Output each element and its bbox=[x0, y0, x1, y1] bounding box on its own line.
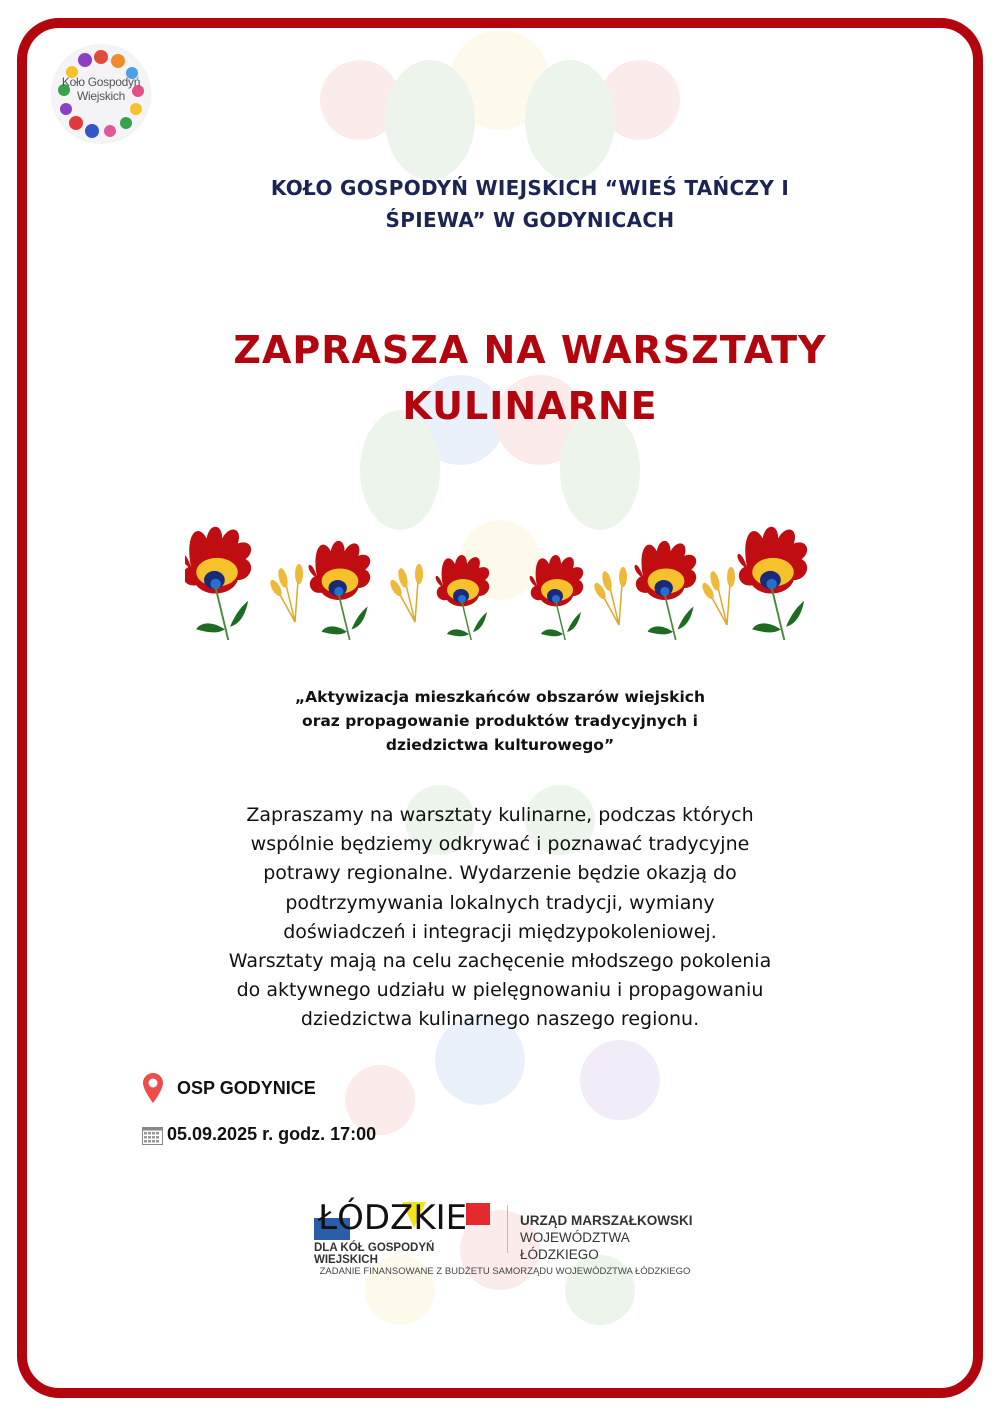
event-description bbox=[150, 801, 850, 1035]
office-line2: WOJEWÓDZTWA ŁÓDZKIEGO bbox=[520, 1230, 629, 1262]
funding-note: ZADANIE FINANSOWANE Z BUDŻETU SAMORZĄDU WOJEWÓDZTWA ŁÓDZKIEGO bbox=[319, 1266, 691, 1277]
subtitle-line3: dziedzictwa kulturowego” bbox=[385, 736, 615, 754]
lodzkie-subtitle: DLA KÓŁ GOSPODYŃ WIEJSKICH bbox=[314, 1242, 435, 1266]
lodzkie-wordmark: ŁÓDZKIE bbox=[318, 1198, 468, 1238]
logo-text-line1: Koło Gospodyń bbox=[61, 75, 141, 89]
subtitle-line2: oraz propagowanie produktów tradycyjnych i bbox=[302, 712, 698, 730]
event-location bbox=[143, 1073, 316, 1103]
description-line: Zapraszamy na warsztaty kulinarne, podczas których bbox=[246, 804, 754, 826]
datetime-text: 05.09.2025 r. godz. 17:00 bbox=[167, 1124, 377, 1144]
kgw-logo-text bbox=[52, 75, 150, 103]
map-pin-icon bbox=[143, 1073, 163, 1103]
sponsor-divider bbox=[507, 1205, 508, 1253]
project-subtitle bbox=[200, 685, 800, 757]
sponsor-logos bbox=[310, 1198, 700, 1288]
kgw-logo-badge bbox=[52, 45, 150, 143]
location-text: OSP GODYNICE bbox=[177, 1077, 316, 1098]
description-line: dziedzictwa kulinarnego naszego regionu. bbox=[300, 1008, 700, 1031]
organization-title-line2: ŚPIEWA” W GODYNICACH bbox=[385, 208, 675, 232]
subtitle-line1: „Aktywizacja mieszkańców obszarów wiejskich bbox=[294, 688, 706, 706]
logo-text-line2: Wiejskich bbox=[77, 89, 125, 103]
organization-title-line1: KOŁO GOSPODYŃ WIEJSKICH “WIEŚ TAŃCZY I bbox=[270, 176, 790, 200]
organization-title bbox=[200, 172, 860, 236]
lodzkie-logo bbox=[310, 1198, 500, 1266]
event-datetime bbox=[142, 1124, 376, 1145]
calendar-icon bbox=[142, 1125, 163, 1145]
main-title bbox=[150, 322, 910, 434]
office-line1: URZĄD MARSZAŁKOWSKI bbox=[520, 1213, 693, 1228]
description-line: do aktywnego udziału w pielęgnowaniu i propagowaniu bbox=[236, 979, 764, 1002]
description-line: Warsztaty mają na celu zachęcenie młodszego pokolenia bbox=[228, 950, 772, 973]
main-title-line1: ZAPRASZA NA WARSZTATY bbox=[233, 328, 827, 372]
main-title-line2: KULINARNE bbox=[402, 384, 658, 428]
description-line: podtrzymywania lokalnych tradycji, wymiany bbox=[285, 891, 715, 914]
description-line: potrawy regionalne. Wydarzenie będzie okazją do bbox=[263, 862, 737, 885]
red-square-shape bbox=[466, 1203, 490, 1225]
description-line: wspólnie będziemy odkrywać i poznawać tradycyjne bbox=[250, 833, 750, 856]
marshal-office-name bbox=[520, 1212, 700, 1263]
description-line: doświadczeń i integracji międzypokoleniowej. bbox=[283, 920, 717, 943]
folk-flowers-decoration bbox=[185, 520, 835, 640]
